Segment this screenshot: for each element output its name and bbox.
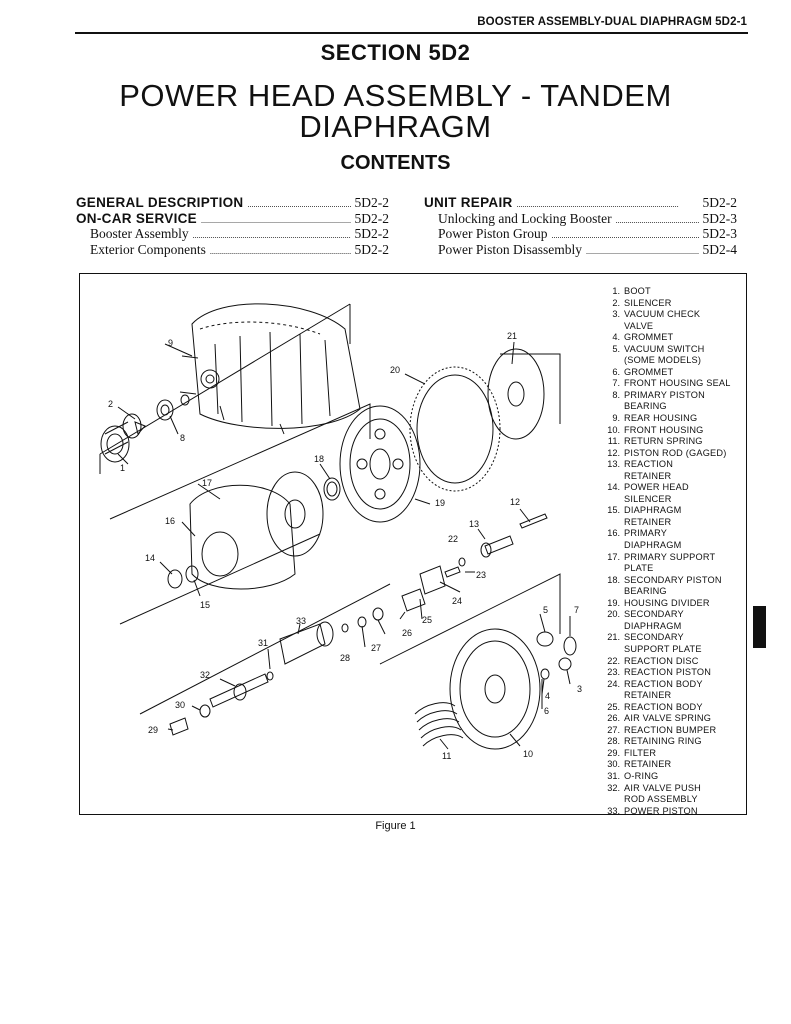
- svg-text:25: 25: [422, 615, 433, 625]
- legend-item: 1. BOOT: [612, 286, 651, 296]
- legend-item: SILENCER: [624, 493, 672, 504]
- legend-item: 9. REAR HOUSING: [612, 413, 698, 424]
- toc-entry[interactable]: Power Piston Group . . . 5D2-3: [424, 226, 737, 242]
- header-rule: [75, 32, 748, 34]
- legend-item: 10. FRONT HOUSING: [607, 424, 704, 435]
- legend-item: 23. REACTION PISTON: [607, 667, 712, 678]
- section-thumb-tab: [753, 606, 766, 648]
- legend-item: 27. REACTION BUMPER: [607, 724, 717, 735]
- legend-item: PLATE: [624, 563, 654, 574]
- legend-item: 7. FRONT HOUSING SEAL: [612, 378, 731, 389]
- legend-item: 16. PRIMARY: [607, 528, 668, 539]
- legend-item: 28. RETAINING RING: [607, 736, 702, 747]
- svg-text:11: 11: [442, 751, 452, 761]
- legend-item: BEARING: [624, 586, 667, 597]
- svg-text:17: 17: [202, 478, 213, 488]
- legend-item: 32. AIR VALVE PUSH: [607, 782, 702, 793]
- svg-text:32: 32: [200, 670, 211, 680]
- svg-text:24: 24: [452, 596, 463, 606]
- legend-item: 21. SECONDARY: [607, 632, 684, 643]
- legend-item: VALVE: [624, 320, 654, 331]
- legend-item: RETAINER: [624, 690, 672, 701]
- legend-item: 30. RETAINER: [607, 759, 672, 770]
- svg-text:12: 12: [510, 497, 521, 507]
- title-line-1: POWER HEAD ASSEMBLY - TANDEM: [119, 78, 672, 113]
- svg-text:30: 30: [175, 700, 186, 710]
- contents-heading: CONTENTS: [340, 152, 451, 174]
- legend-item: 19. HOUSING DIVIDER: [607, 597, 710, 608]
- toc-entry[interactable]: GENERAL DESCRIPTION . . . 5D2-2: [76, 195, 389, 211]
- legend-item: 24. REACTION BODY: [607, 678, 703, 689]
- svg-text:27: 27: [371, 643, 382, 653]
- legend-item: 2. SILENCER: [612, 297, 672, 308]
- legend-item: 17. PRIMARY SUPPORT: [607, 551, 716, 562]
- figure-caption: Figure 1: [375, 820, 416, 832]
- legend-item: SUPPORT PLATE: [624, 643, 702, 654]
- svg-text:1: 1: [120, 463, 126, 473]
- legend-item: 20. SECONDARY: [607, 609, 684, 620]
- svg-text:6: 6: [544, 706, 550, 716]
- toc-entry[interactable]: Exterior Components . . . 5D2-2: [76, 242, 389, 258]
- legend-item: 22. REACTION DISC: [607, 655, 699, 666]
- legend-item: (SOME MODELS): [624, 355, 702, 366]
- title-line-2: DIAPHRAGM: [299, 109, 492, 144]
- svg-text:22: 22: [448, 534, 459, 544]
- svg-text:26: 26: [402, 628, 413, 638]
- toc-entry[interactable]: ON-CAR SERVICE . . . 5D2-2: [76, 211, 389, 227]
- legend-item: 29. FILTER: [607, 747, 657, 758]
- svg-text:31: 31: [258, 638, 269, 648]
- legend-item: DIAPHRAGM: [624, 620, 682, 631]
- svg-text:13: 13: [469, 519, 480, 529]
- legend-item: 18. SECONDARY PISTON: [607, 574, 722, 585]
- toc-entry[interactable]: Booster Assembly . . . 5D2-2: [76, 226, 389, 242]
- legend-item: 26. AIR VALVE SPRING: [607, 713, 712, 724]
- legend-item: RETAINER: [624, 516, 672, 527]
- svg-text:8: 8: [180, 433, 186, 443]
- svg-text:5: 5: [543, 605, 549, 615]
- svg-text:23: 23: [476, 570, 487, 580]
- running-head: BOOSTER ASSEMBLY-DUAL DIAPHRAGM 5D2-1: [477, 16, 747, 28]
- toc-right-column: [424, 195, 737, 257]
- svg-text:4: 4: [545, 691, 551, 701]
- legend-item: RETAINER: [624, 470, 672, 481]
- legend-item: 15. DIAPHRAGM: [607, 505, 682, 516]
- svg-text:20: 20: [390, 365, 401, 375]
- toc-entry[interactable]: Power Piston Disassembly . . . 5D2-4: [424, 242, 737, 258]
- legend-item: 13. REACTION: [607, 459, 674, 470]
- svg-text:9: 9: [168, 338, 174, 348]
- section-number: SECTION 5D2: [320, 40, 471, 65]
- svg-text:19: 19: [435, 498, 446, 508]
- svg-text:2: 2: [108, 399, 114, 409]
- toc-entry[interactable]: Unlocking and Locking Booster . . . 5D2-3: [424, 211, 737, 227]
- legend-item: BEARING: [624, 401, 667, 412]
- legend-item: DIAPHRAGM: [624, 540, 682, 551]
- legend-item: 25. REACTION BODY: [607, 701, 703, 712]
- legend-item: 11. RETURN SPRING: [607, 436, 703, 447]
- svg-text:33: 33: [296, 616, 307, 626]
- parts-legend: [596, 286, 744, 817]
- legend-item: 31. O-RING: [607, 770, 659, 781]
- legend-item: 12. PISTON ROD (GAGED): [607, 447, 727, 458]
- svg-text:14: 14: [145, 553, 156, 563]
- svg-text:15: 15: [200, 600, 211, 610]
- exploded-view-illustration: [80, 274, 595, 814]
- page-title: [0, 80, 791, 142]
- svg-text:10: 10: [523, 749, 534, 759]
- legend-item: 33. POWER PISTON: [607, 805, 698, 816]
- legend-item: 8. PRIMARY PISTON: [612, 389, 705, 400]
- svg-text:7: 7: [574, 605, 580, 615]
- legend-item: 14. POWER HEAD: [607, 482, 689, 493]
- legend-item: 4. GROMMET: [612, 332, 674, 343]
- svg-text:29: 29: [148, 725, 159, 735]
- legend-item: 3. VACUUM CHECK: [612, 309, 701, 320]
- toc-entry[interactable]: UNIT REPAIR . . . 5D2-2: [424, 195, 737, 211]
- svg-text:16: 16: [165, 516, 176, 526]
- svg-text:28: 28: [340, 653, 351, 663]
- svg-text:3: 3: [577, 684, 583, 694]
- svg-text:18: 18: [314, 454, 325, 464]
- svg-text:21: 21: [507, 331, 518, 341]
- legend-item: 6. GROMMET: [612, 366, 674, 377]
- toc-left-column: [76, 195, 389, 257]
- legend-item: ROD ASSEMBLY: [624, 794, 698, 805]
- legend-item: 5. VACUUM SWITCH: [612, 343, 705, 354]
